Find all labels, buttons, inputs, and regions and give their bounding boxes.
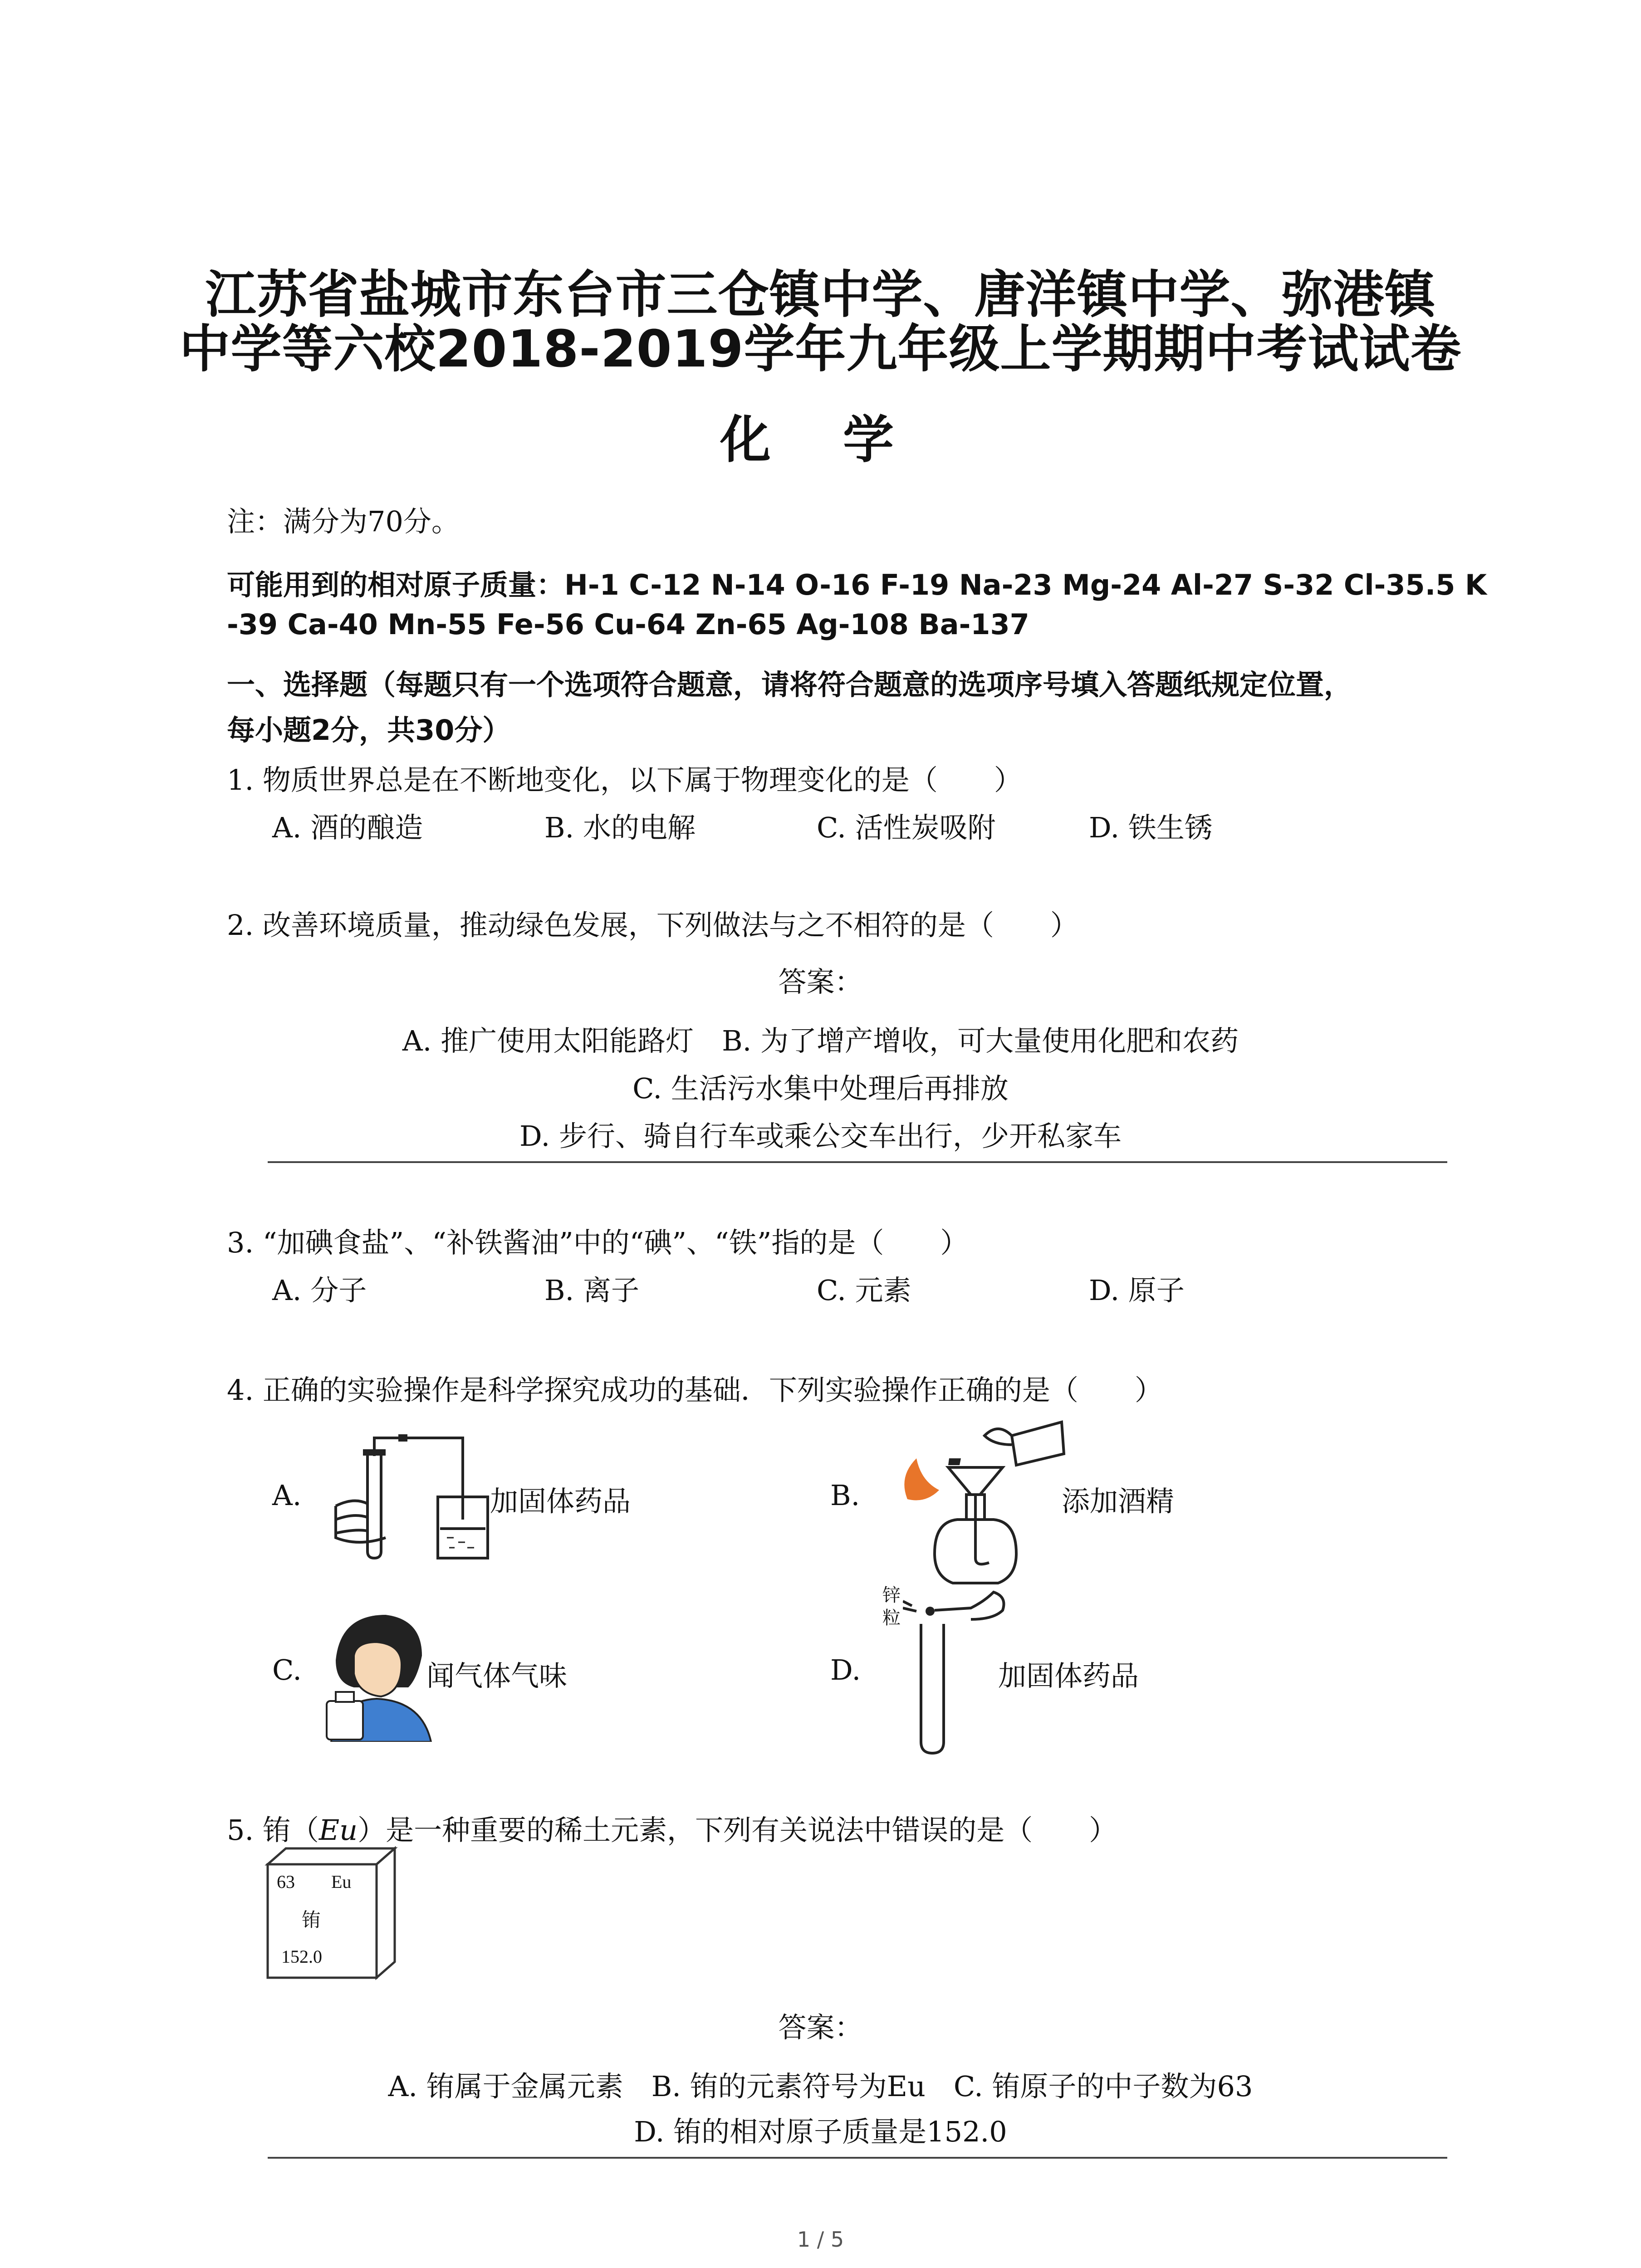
illustration-smelling-gas (318, 1606, 436, 1742)
q4-option-a-text: 加固体药品 (490, 1485, 631, 1518)
q2-stem: 2. 改善环境质量，推动绿色发展，下列做法与之不相符的是（ ） (227, 909, 1078, 942)
q4-option-b-letter: B. (830, 1479, 860, 1512)
q2-options-ab: A. 推广使用太阳能路灯 B. 为了增产增收，可大量使用化肥和农药 (402, 1024, 1239, 1057)
q1-option-b: B. 水的电解 (544, 811, 696, 844)
q1-option-d: D. 铁生锈 (1089, 811, 1213, 844)
element-card-name: 铕 (302, 1909, 321, 1931)
q2-option-d: D. 步行、骑自行车或乘公交车出行，少开私家车 (519, 1119, 1122, 1153)
q3-option-c: C. 元素 (817, 1274, 911, 1307)
title-line-1: 江苏省盐城市东台市三仓镇中学、唐洋镇中学、弥港镇 (205, 265, 1436, 324)
zinc-label-2: 粒 (882, 1608, 901, 1628)
apparatus-test-tube-zinc (903, 1583, 1012, 1755)
q5-option-d: D. 铕的相对原子质量是152.0 (634, 2115, 1007, 2148)
title-line-2: 中学等六校2018-2019学年九年级上学期期中考试试卷 (179, 320, 1462, 379)
q3-stem: 3. “加碘食盐”、“补铁酱油”中的“碘”、“铁”指的是（ ） (227, 1226, 969, 1259)
q4-option-c-letter: C. (272, 1653, 302, 1686)
q3-option-b: B. 离子 (544, 1274, 639, 1307)
element-card-mass: 152.0 (281, 1946, 322, 1967)
apparatus-airtightness-check (318, 1429, 499, 1560)
zinc-label-1: 锌 (882, 1585, 901, 1606)
q5-stem-suffix: ）是一种重要的稀土元素，下列有关说法中错误的是（ ） (358, 1813, 1117, 1847)
q5-separator (268, 2157, 1447, 2159)
q5-stem-prefix: 5. 铕（ (227, 1813, 319, 1847)
element-card-symbol: Eu (331, 1872, 352, 1892)
q1-option-c: C. 活性炭吸附 (817, 811, 996, 844)
q4-option-d-text: 加固体药品 (998, 1659, 1139, 1692)
section1-heading-line-2: 每小题2分，共30分） (227, 714, 511, 747)
q4-option-b-text: 添加酒精 (1062, 1485, 1175, 1518)
q4-stem: 4. 正确的实验操作是科学探究成功的基础．下列实验操作正确的是（ ） (227, 1374, 1163, 1407)
q5-options-abc: A. 铕属于金属元素 B. 铕的元素符号为Eu C. 铕原子的中子数为63 (388, 2070, 1253, 2103)
q3-option-d: D. 原子 (1089, 1274, 1185, 1307)
q4-option-a-letter: A. (272, 1479, 302, 1512)
q2-answer-label: 答案： (778, 965, 863, 998)
q5-stem-symbol: Eu (318, 1813, 358, 1847)
atomic-mass-line-2: -39 Ca-40 Mn-55 Fe-56 Cu-64 Zn-65 Ag-108 Ba-137 (227, 608, 1029, 641)
q5-stem (227, 1808, 1117, 1848)
q2-option-c: C. 生活污水集中处理后再排放 (632, 1072, 1009, 1105)
q1-option-a: A. 酒的酿造 (272, 811, 423, 844)
q2-separator (268, 1161, 1447, 1163)
section1-heading-line-1: 一、选择题（每题只有一个选项符合题意，请将符合题意的选项序号填入答题纸规定位置， (227, 668, 1352, 701)
q3-option-a: A. 分子 (272, 1274, 367, 1307)
atomic-mass-line-1: 可能用到的相对原子质量：H-1 C-12 N-14 O-16 F-19 Na-23 Mg-24 Al-27 S-32 Cl-35.5 K (227, 568, 1487, 601)
q1-stem: 1. 物质世界总是在不断地变化，以下属于物理变化的是（ ） (227, 763, 1022, 797)
element-card-number: 63 (277, 1872, 295, 1892)
score-note: 注：满分为70分。 (227, 505, 460, 538)
subject-title: 化 学 (720, 411, 921, 469)
apparatus-alcohol-lamp (880, 1404, 1071, 1590)
q5-answer-label: 答案： (778, 2011, 863, 2044)
page-number: 1 / 5 (797, 2227, 844, 2252)
q4-option-c-text: 闻气体气味 (426, 1659, 568, 1692)
q4-option-d-letter: D. (830, 1653, 861, 1686)
